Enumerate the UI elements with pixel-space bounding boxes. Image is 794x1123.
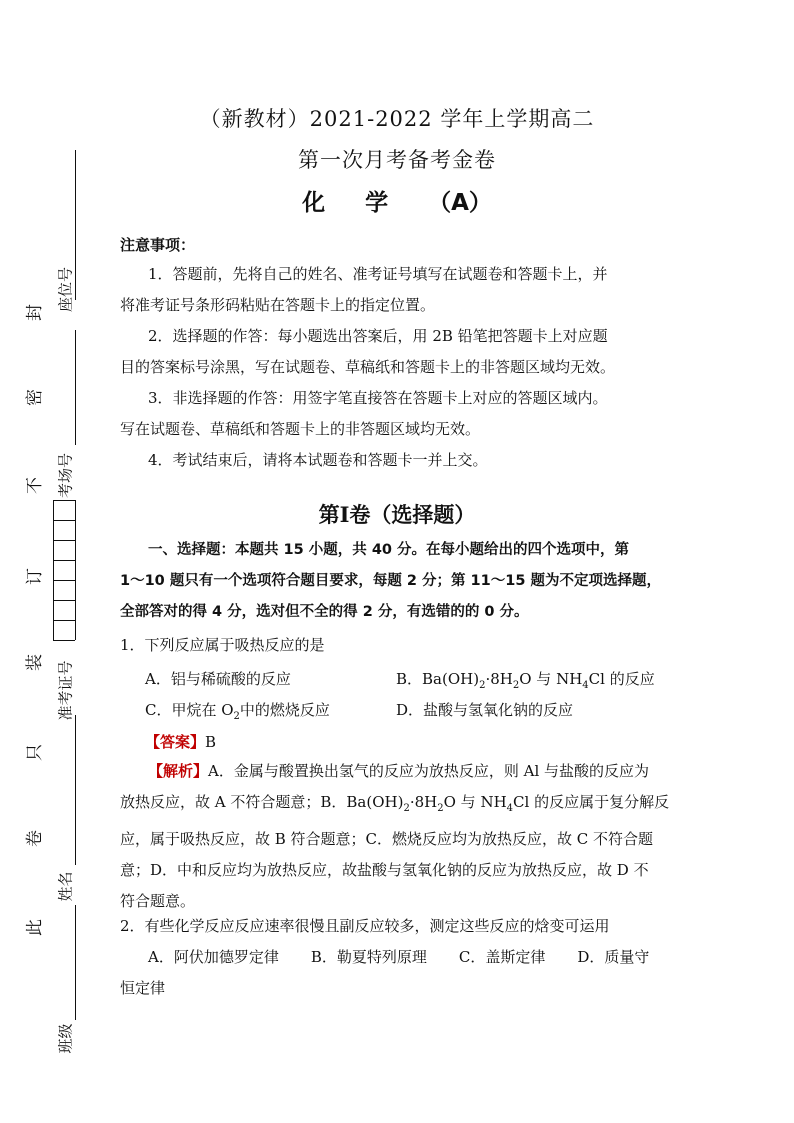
section-intro <box>120 535 680 628</box>
grid-line <box>53 640 75 641</box>
seat-label: 座位号 <box>56 267 75 313</box>
q1-option-b <box>396 668 655 691</box>
binding-char: 只 <box>25 744 45 761</box>
q1-option-d: D．盐酸与氢氧化钠的反应 <box>396 701 574 719</box>
analysis-part: Cl 的反应属于复分解反 <box>513 793 670 811</box>
q2-option-a: A．阿伏加德罗定律 <box>148 948 279 966</box>
q1-option-a: A．铝与稀硫酸的反应 <box>145 670 291 688</box>
analysis-sub: 4 <box>506 803 514 814</box>
notice-item-4 <box>120 445 680 476</box>
binding-line <box>75 905 76 1020</box>
section-intro-line3: 全部答对的得 4 分，选对但不全的得 2 分，有选错的的 0 分。 <box>120 604 529 620</box>
class-label: 班级 <box>56 1023 75 1054</box>
analysis-line1: A．金属与酸置换出氢气的反应为放热反应，则 Al 与盐酸的反应为 <box>208 762 650 780</box>
section-intro-line1: 一、选择题：本题共 15 小题，共 40 分。在每小题给出的四个选项中，第 <box>148 542 630 558</box>
binding-char: 密 <box>25 389 45 406</box>
paper-title-line2: 第一次月考备考金卷 <box>298 148 496 172</box>
analysis-sub: 2 <box>437 803 444 814</box>
q2-options <box>120 942 680 1004</box>
subject-char-2: 学 <box>365 190 389 216</box>
q1-option-c-part: C．甲烷在 O <box>145 701 234 719</box>
notice-item-2 <box>120 321 680 383</box>
ticket-label: 准考证号 <box>56 660 75 721</box>
binding-char: 装 <box>25 654 45 671</box>
q1-option-b-sub: 2 <box>479 680 486 691</box>
paper-title-line1: （新教材）2021-2022 学年上学期高二 <box>199 107 595 131</box>
analysis-part: 放热反应，故 A 不符合题意；B．Ba(OH) <box>120 793 404 811</box>
grid-line <box>53 620 75 621</box>
grid-line <box>53 540 75 541</box>
q2-option-d-cont: 恒定律 <box>120 979 166 997</box>
analysis-line5: 符合题意。 <box>120 892 196 910</box>
binding-char: 卷 <box>25 830 45 847</box>
notice-item-1-line2: 将准考证号条形码粘贴在答题卡上的指定位置。 <box>120 296 436 314</box>
q1-option-c-sub: 2 <box>233 711 240 722</box>
grid-line <box>53 560 75 561</box>
analysis-line3: 应，属于吸热反应，故 B 符合题意；C．燃烧反应均为放热反应，故 C 不符合题 <box>120 830 654 848</box>
notice-item-4-text: 4．考试结束后，请将本试题卷和答题卡一并上交。 <box>148 451 488 469</box>
q2-option-d: D．质量守 <box>577 948 650 966</box>
q1-stem: 1．下列反应属于吸热反应的是 <box>120 636 325 654</box>
binding-char: 不 <box>25 477 45 494</box>
notice-item-2-line1: 2．选择题的作答：每小题选出答案后，用 2B 铅笔把答题卡上对应题 <box>148 327 608 345</box>
room-label: 考场号 <box>56 453 75 499</box>
name-label: 姓名 <box>56 871 75 902</box>
grid-line <box>53 500 54 640</box>
grid-line <box>53 500 75 501</box>
q1-answer <box>145 731 216 752</box>
notice-heading: 注意事项： <box>120 236 196 254</box>
q2-stem: 2．有些化学反应反应速率很慢且副反应较多，测定这些反应的焓变可运用 <box>120 917 610 935</box>
q1-option-b-sub: 2 <box>512 680 520 691</box>
analysis-part: O 与 NH <box>443 793 507 811</box>
binding-char: 封 <box>25 304 45 321</box>
analysis-tag: 【解析】 <box>148 762 209 780</box>
q2-option-c: C．盖斯定律 <box>458 948 546 966</box>
answer-tag: 【答案】 <box>145 733 206 751</box>
binding-char: 此 <box>25 919 45 936</box>
q1-option-c-part: 中的燃烧反应 <box>239 701 330 719</box>
q1-option-b-part: B．Ba(OH) <box>396 670 480 688</box>
notice-item-3-line1: 3．非选择题的作答：用签字笔直接答在答题卡上对应的答题区域内。 <box>148 389 608 407</box>
q1-analysis <box>120 756 680 917</box>
analysis-part: ·8H <box>409 793 438 811</box>
analysis-sub: 2 <box>403 803 410 814</box>
subject-title <box>0 184 794 217</box>
notice-item-2-line2: 目的答案标号涂黑，写在试题卷、草稿纸和答题卡上的非答题区域均无效。 <box>120 358 616 376</box>
q1-option-b-part: ·8H <box>485 670 513 688</box>
binding-line <box>75 715 76 865</box>
notice-item-3-line2: 写在试题卷、草稿纸和答题卡上的非答题区域均无效。 <box>120 420 481 438</box>
binding-char: 订 <box>25 568 45 585</box>
grid-line <box>53 580 75 581</box>
analysis-line2 <box>120 787 680 824</box>
subject-version: （A） <box>428 190 492 216</box>
section-title: 第Ⅰ卷（选择题） <box>318 502 476 527</box>
notice-item-3 <box>120 383 680 445</box>
analysis-line4: 意；D．中和反应均为放热反应，故盐酸与氢氧化钠的反应为放热反应，故 D 不 <box>120 861 649 879</box>
q1-option-b-part: O 与 NH <box>519 670 583 688</box>
notice-item-1 <box>120 259 680 321</box>
notice-item-1-line1: 1．答题前，先将自己的姓名、准考证号填写在试题卷和答题卡上，并 <box>148 265 608 283</box>
section-intro-line2: 1～10 题只有一个选项符合题目要求，每题 2 分；第 11～15 题为不定项选择题， <box>120 573 661 589</box>
q2-option-b: B．勒夏特列原理 <box>310 948 427 966</box>
grid-line <box>53 600 75 601</box>
binding-line <box>75 330 76 445</box>
q1-option-b-part: Cl 的反应 <box>588 670 655 688</box>
q1-option-b-sub: 4 <box>582 680 589 691</box>
q1-option-c <box>145 699 330 722</box>
grid-line <box>53 520 75 521</box>
answer-value: B <box>205 733 217 751</box>
subject-char-1: 化 <box>302 190 326 216</box>
binding-line <box>75 500 76 640</box>
